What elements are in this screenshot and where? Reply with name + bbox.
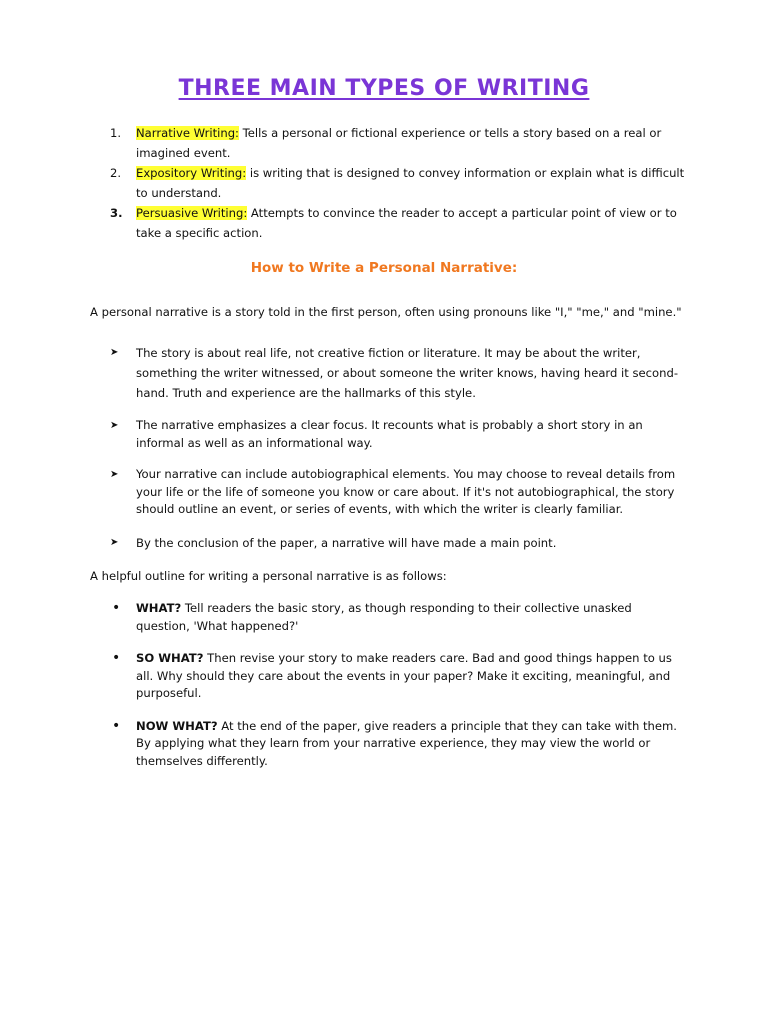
list-item xyxy=(110,718,680,771)
arrow-bullet-icon: ➤ xyxy=(110,347,119,358)
list-item-text: By the conclusion of the paper, a narrative will have made a main point. xyxy=(136,535,557,550)
writing-type-item xyxy=(110,163,690,203)
list-item-text: Then revise your story to make readers care. Bad and good things happen to us all. Why should they care about the events in your paper? Make it exciting, meaningful, and purposeful. xyxy=(136,651,672,700)
list-item xyxy=(110,600,680,635)
list-item-text: The story is about real life, not creative fiction or literature. It may be about the writer, something the writer witnessed, or about someone the writer knows, having heard it second-hand. Truth and experience are the hallmarks of this style. xyxy=(136,346,679,400)
list-item-text: The narrative emphasizes a clear focus. It recounts what is probably a short story in an informal as well as an informational way. xyxy=(136,418,643,450)
bullet-icon: • xyxy=(112,717,121,734)
arrow-bullet-icon: ➤ xyxy=(110,420,119,431)
highlighted-term: Narrative Writing: xyxy=(136,126,239,140)
outline-label: WHAT? xyxy=(136,601,182,615)
writing-types-list xyxy=(110,123,690,243)
page-title: THREE MAIN TYPES OF WRITING xyxy=(178,76,590,101)
term-description: is writing that is designed to convey information or explain what is difficult to understand. xyxy=(136,166,685,200)
list-item xyxy=(110,650,680,703)
writing-type-item xyxy=(110,203,690,243)
term-description: Tells a personal or fictional experience or tells a story based on a real or imagined event. xyxy=(136,126,662,160)
outline-label: SO WHAT? xyxy=(136,651,204,665)
list-item xyxy=(110,533,680,553)
highlighted-term: Expository Writing: xyxy=(136,166,247,180)
section-heading: How to Write a Personal Narrative: xyxy=(250,260,518,276)
outline-list xyxy=(110,600,680,770)
highlighted-term: Persuasive Writing: xyxy=(136,206,248,220)
list-item-text: Your narrative can include autobiographical elements. You may choose to reveal details from your life or the life of someone you know or care about. If it's not autobiographical, the story should outline an event, or series of events, with which the writer is clearly familiar. xyxy=(136,467,676,516)
intro-paragraph: A personal narrative is a story told in the first person, often using pronouns like "I," "me," and "mine." xyxy=(90,305,682,319)
outline-intro: A helpful outline for writing a personal narrative is as follows: xyxy=(90,569,447,583)
list-item-text: Tell readers the basic story, as though responding to their collective unasked question, 'What happened?' xyxy=(136,601,632,633)
narrative-points-list xyxy=(110,343,680,553)
arrow-bullet-icon: ➤ xyxy=(110,469,119,480)
bullet-icon: • xyxy=(112,600,121,616)
item-number: 2. xyxy=(110,166,122,180)
item-number: 3. xyxy=(110,206,123,220)
list-item xyxy=(110,343,680,403)
arrow-bullet-icon: ➤ xyxy=(110,536,119,548)
list-item-text: At the end of the paper, give readers a principle that they can take with them. By applying what they learn from your narrative experience, they may view the world or themselves differently. xyxy=(136,718,677,768)
bullet-icon: • xyxy=(112,650,121,666)
term-description: Attempts to convince the reader to accept a particular point of view or to take a specific action. xyxy=(136,206,677,240)
item-number: 1. xyxy=(110,126,122,140)
list-item xyxy=(110,465,680,519)
outline-label: NOW WHAT? xyxy=(136,718,218,733)
list-item xyxy=(110,416,680,452)
writing-type-item xyxy=(110,123,690,163)
